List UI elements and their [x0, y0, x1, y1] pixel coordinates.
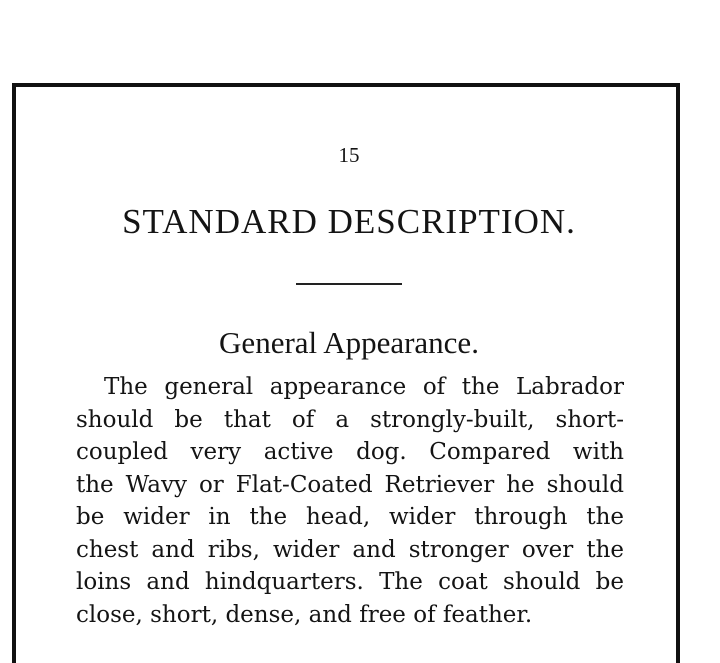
body-line: The general appearance of the Labrador [104, 374, 624, 400]
body-line: the Wavy or Flat-Coated Retriever he should [76, 471, 624, 498]
page-number: 15 [338, 143, 360, 167]
page-heading: STANDARD DESCRIPTION. [122, 202, 576, 241]
body-line: loins and hindquarters. The coat should be [76, 569, 624, 595]
body-line: chest and ribs, wider and stronger over the [76, 536, 624, 563]
body-line: coupled very active dog. Compared with [76, 439, 624, 465]
body-line: should be that of a strongly-built, short- [76, 406, 624, 433]
section-divider [296, 283, 402, 285]
body-line: close, short, dense, and free of feather. [76, 601, 533, 628]
section-body [76, 371, 624, 631]
body-line: be wider in the head, wider through the [76, 504, 624, 530]
section-title: General Appearance. [219, 325, 479, 360]
